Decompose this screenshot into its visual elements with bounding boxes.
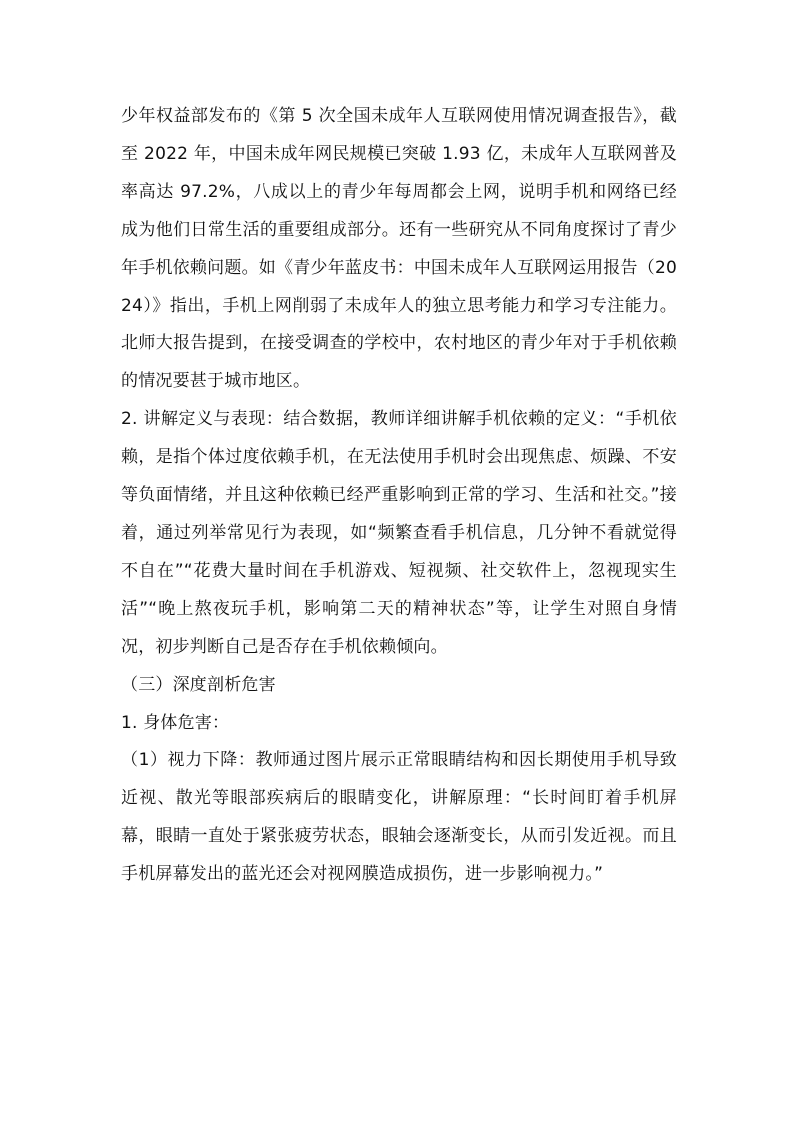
- document-body: [121, 98, 677, 894]
- paragraph-vision-decline: （1）视力下降：教师通过图片展示正常眼睛结构和因长期使用手机导致近视、散光等眼部疾病后的眼睛变化，讲解原理：“长时间盯着手机屏幕，眼睛一直处于紧张疲劳状态，眼轴会逐渐变长，从而引发近视。而且手机屏幕发出的蓝光还会对视网膜造成损伤，进一步影响视力。”: [121, 750, 677, 885]
- paragraph-definition: 2. 讲解定义与表现：结合数据，教师详细讲解手机依赖的定义：“手机依赖，是指个体过度依赖手机，在无法使用手机时会出现焦虑、烦躁、不安等负面情绪，并且这种依赖已经严重影响到正常的学习、生活和社交。”接着，通过列举常见行为表现，如“频繁查看手机信息，几分钟不看就觉得不自在”“花费大量时间在手机游戏、短视频、社交软件上，忽视现实生活”“晚上熬夜玩手机，影响第二天的精神状态”等，让学生对照自身情况，初步判断自己是否存在手机依赖倾向。: [121, 409, 677, 657]
- paragraph-survey-data: 少年权益部发布的《第 5 次全国未成年人互联网使用情况调查报告》，截至 2022 年，中国未成年网民规模已突破 1.93 亿，未成年人互联网普及率高达 97.2%，八成以上的青少年每周都会上网，说明手机和网络已经成为他们日常生活的重要组成部分。还有一些研究从不同角度探讨了青少年手机依赖问题。如《青少年蓝皮书：中国未成年人互联网运用报告（2024）》指出，手机上网削弱了未成年人的独立思考能力和学习专注能力。北师大报告提到，在接受调查的学校中，农村地区的青少年对于手机依赖的情况要甚于城市地区。: [121, 106, 677, 392]
- subheading-physical-harm: 1. 身体危害：: [121, 712, 230, 733]
- section-heading-harms: （三）深度剖析危害: [121, 674, 276, 695]
